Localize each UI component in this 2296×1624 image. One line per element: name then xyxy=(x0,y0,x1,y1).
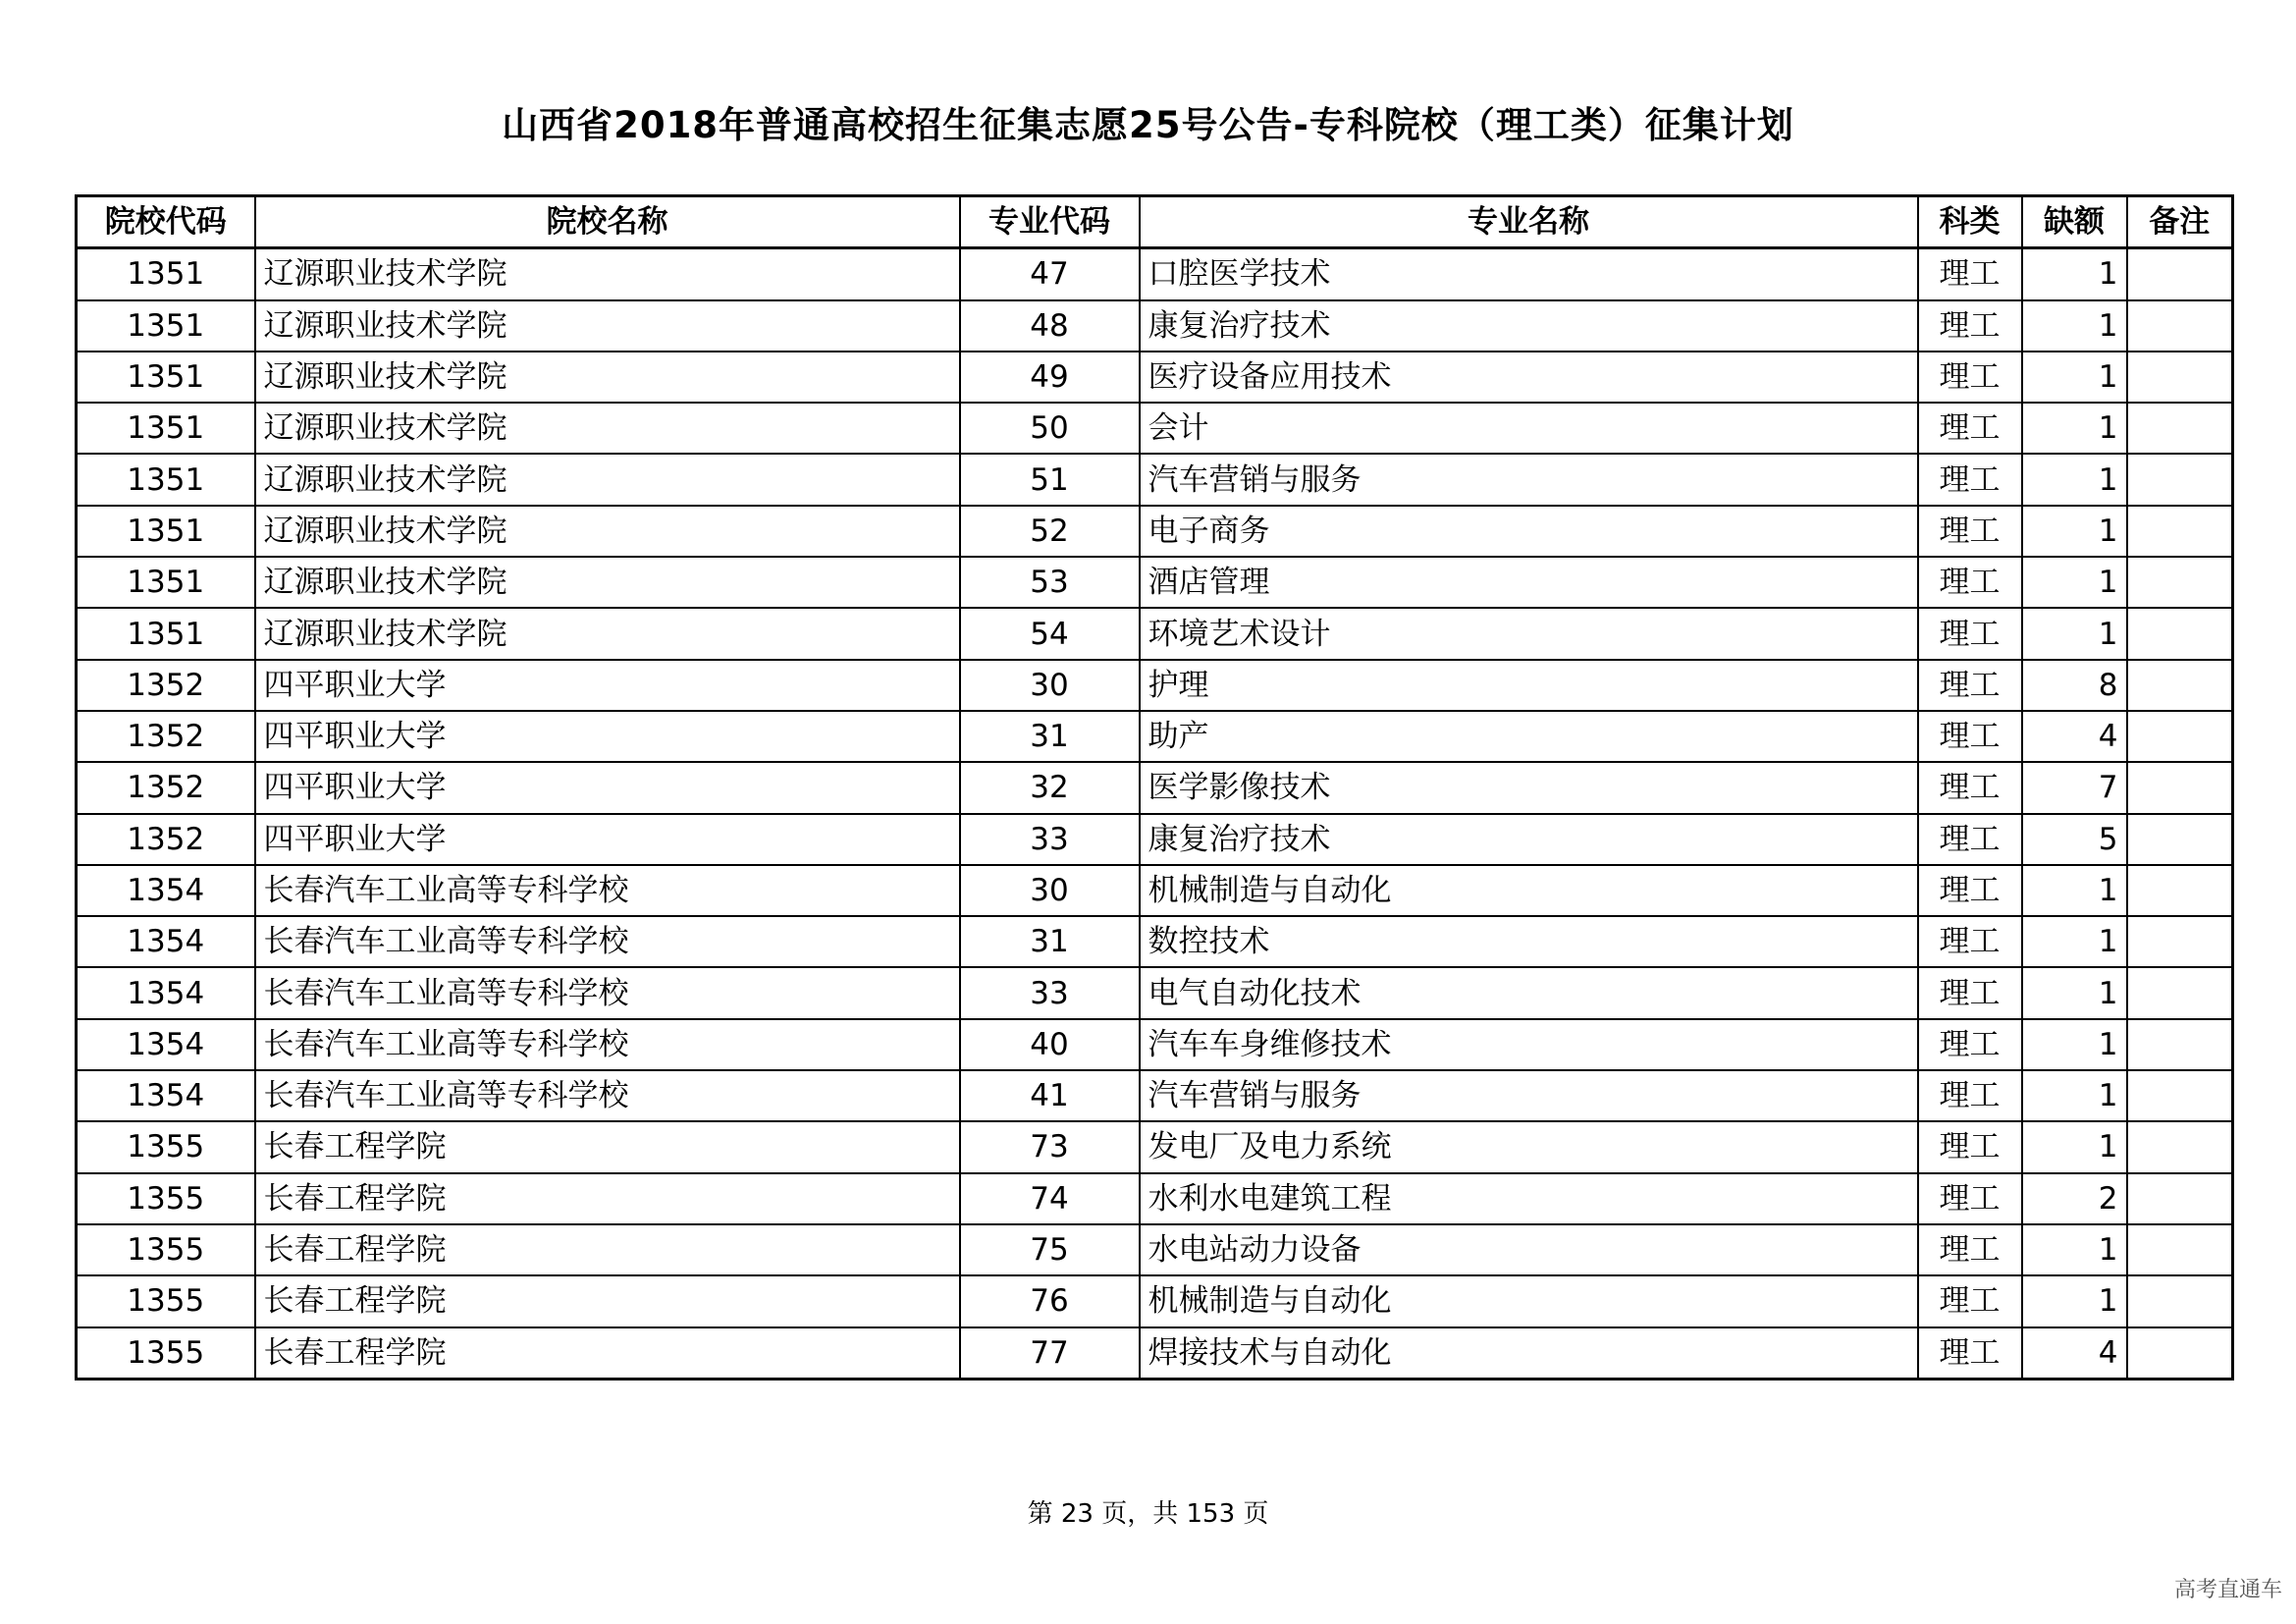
watermark-text: 高考直通车 xyxy=(2173,1578,2282,1602)
table-row xyxy=(77,762,2233,813)
vacancies-cell: 8 xyxy=(2022,660,2127,711)
remarks-cell xyxy=(2127,916,2233,967)
major-name-cell: 口腔医学技术 xyxy=(1140,248,1918,300)
table-header-row xyxy=(77,196,2233,248)
table-row xyxy=(77,865,2233,916)
school-name-cell: 长春工程学院 xyxy=(255,1327,960,1380)
major-code-cell: 74 xyxy=(960,1173,1140,1224)
column-header-category: 科类 xyxy=(1918,196,2022,248)
category-cell: 理工 xyxy=(1918,762,2022,813)
school-code-cell: 1351 xyxy=(77,248,255,300)
major-name-cell: 康复治疗技术 xyxy=(1140,300,1918,352)
school-code-cell: 1351 xyxy=(77,403,255,454)
remarks-cell xyxy=(2127,967,2233,1018)
school-code-cell: 1352 xyxy=(77,660,255,711)
remarks-cell xyxy=(2127,660,2233,711)
table-row xyxy=(77,454,2233,505)
major-name-cell: 助产 xyxy=(1140,711,1918,762)
major-code-cell: 48 xyxy=(960,300,1140,352)
school-name-cell: 长春汽车工业高等专科学校 xyxy=(255,967,960,1018)
major-name-cell: 环境艺术设计 xyxy=(1140,608,1918,659)
vacancies-cell: 1 xyxy=(2022,352,2127,403)
major-code-cell: 31 xyxy=(960,916,1140,967)
school-name-cell: 长春工程学院 xyxy=(255,1121,960,1172)
school-name-cell: 四平职业大学 xyxy=(255,762,960,813)
school-name-cell: 辽源职业技术学院 xyxy=(255,506,960,557)
major-code-cell: 52 xyxy=(960,506,1140,557)
school-code-cell: 1351 xyxy=(77,557,255,608)
table-row xyxy=(77,711,2233,762)
major-code-cell: 30 xyxy=(960,660,1140,711)
major-code-cell: 53 xyxy=(960,557,1140,608)
school-code-cell: 1351 xyxy=(77,608,255,659)
vacancies-cell: 1 xyxy=(2022,248,2127,300)
school-name-cell: 长春工程学院 xyxy=(255,1224,960,1275)
category-cell: 理工 xyxy=(1918,1121,2022,1172)
vacancies-cell: 7 xyxy=(2022,762,2127,813)
school-name-cell: 四平职业大学 xyxy=(255,660,960,711)
major-name-cell: 汽车营销与服务 xyxy=(1140,1070,1918,1121)
school-name-cell: 长春工程学院 xyxy=(255,1173,960,1224)
vacancies-cell: 1 xyxy=(2022,1275,2127,1326)
school-code-cell: 1354 xyxy=(77,967,255,1018)
major-code-cell: 51 xyxy=(960,454,1140,505)
page-title: 山西省2018年普通高校招生征集志愿25号公告-专科院校（理工类）征集计划 xyxy=(502,104,1794,146)
remarks-cell xyxy=(2127,814,2233,865)
major-code-cell: 76 xyxy=(960,1275,1140,1326)
vacancies-cell: 1 xyxy=(2022,1070,2127,1121)
major-code-cell: 30 xyxy=(960,865,1140,916)
vacancies-cell: 1 xyxy=(2022,865,2127,916)
table-row xyxy=(77,1224,2233,1275)
major-name-cell: 发电厂及电力系统 xyxy=(1140,1121,1918,1172)
vacancies-cell: 1 xyxy=(2022,967,2127,1018)
major-code-cell: 50 xyxy=(960,403,1140,454)
table-row xyxy=(77,1173,2233,1224)
column-header-vacancies: 缺额 xyxy=(2022,196,2127,248)
school-code-cell: 1355 xyxy=(77,1224,255,1275)
remarks-cell xyxy=(2127,248,2233,300)
school-code-cell: 1354 xyxy=(77,1070,255,1121)
vacancies-cell: 2 xyxy=(2022,1173,2127,1224)
vacancies-cell: 4 xyxy=(2022,711,2127,762)
school-name-cell: 辽源职业技术学院 xyxy=(255,403,960,454)
vacancies-cell: 1 xyxy=(2022,506,2127,557)
table-body xyxy=(77,248,2233,1380)
school-name-cell: 长春汽车工业高等专科学校 xyxy=(255,865,960,916)
remarks-cell xyxy=(2127,711,2233,762)
remarks-cell xyxy=(2127,1327,2233,1380)
school-code-cell: 1351 xyxy=(77,506,255,557)
vacancies-cell: 1 xyxy=(2022,403,2127,454)
table-row xyxy=(77,1327,2233,1380)
page-footer: 第 23 页，共 153 页 xyxy=(1027,1499,1269,1529)
school-name-cell: 辽源职业技术学院 xyxy=(255,608,960,659)
major-name-cell: 水电站动力设备 xyxy=(1140,1224,1918,1275)
school-code-cell: 1354 xyxy=(77,865,255,916)
category-cell: 理工 xyxy=(1918,916,2022,967)
school-code-cell: 1355 xyxy=(77,1121,255,1172)
school-code-cell: 1355 xyxy=(77,1173,255,1224)
table-row xyxy=(77,403,2233,454)
school-code-cell: 1354 xyxy=(77,916,255,967)
category-cell: 理工 xyxy=(1918,865,2022,916)
category-cell: 理工 xyxy=(1918,352,2022,403)
category-cell: 理工 xyxy=(1918,557,2022,608)
column-header-major-name: 专业名称 xyxy=(1140,196,1918,248)
remarks-cell xyxy=(2127,1173,2233,1224)
vacancies-cell: 1 xyxy=(2022,557,2127,608)
major-name-cell: 焊接技术与自动化 xyxy=(1140,1327,1918,1380)
major-code-cell: 54 xyxy=(960,608,1140,659)
major-name-cell: 电气自动化技术 xyxy=(1140,967,1918,1018)
major-code-cell: 73 xyxy=(960,1121,1140,1172)
table-row xyxy=(77,1070,2233,1121)
school-name-cell: 长春汽车工业高等专科学校 xyxy=(255,1019,960,1070)
school-code-cell: 1352 xyxy=(77,762,255,813)
remarks-cell xyxy=(2127,1070,2233,1121)
major-code-cell: 40 xyxy=(960,1019,1140,1070)
major-code-cell: 33 xyxy=(960,967,1140,1018)
table-row xyxy=(77,506,2233,557)
category-cell: 理工 xyxy=(1918,1019,2022,1070)
column-header-remarks: 备注 xyxy=(2127,196,2233,248)
remarks-cell xyxy=(2127,557,2233,608)
school-code-cell: 1351 xyxy=(77,352,255,403)
major-name-cell: 会计 xyxy=(1140,403,1918,454)
school-code-cell: 1351 xyxy=(77,454,255,505)
category-cell: 理工 xyxy=(1918,1070,2022,1121)
column-header-school-code: 院校代码 xyxy=(77,196,255,248)
category-cell: 理工 xyxy=(1918,711,2022,762)
major-name-cell: 护理 xyxy=(1140,660,1918,711)
table-row xyxy=(77,916,2233,967)
remarks-cell xyxy=(2127,300,2233,352)
table-row xyxy=(77,1121,2233,1172)
vacancies-cell: 4 xyxy=(2022,1327,2127,1380)
remarks-cell xyxy=(2127,403,2233,454)
table-row xyxy=(77,300,2233,352)
major-name-cell: 汽车车身维修技术 xyxy=(1140,1019,1918,1070)
school-name-cell: 长春汽车工业高等专科学校 xyxy=(255,916,960,967)
major-name-cell: 水利水电建筑工程 xyxy=(1140,1173,1918,1224)
vacancies-cell: 1 xyxy=(2022,608,2127,659)
category-cell: 理工 xyxy=(1918,1224,2022,1275)
table-row xyxy=(77,1019,2233,1070)
remarks-cell xyxy=(2127,762,2233,813)
column-header-school-name: 院校名称 xyxy=(255,196,960,248)
remarks-cell xyxy=(2127,608,2233,659)
vacancies-cell: 1 xyxy=(2022,1224,2127,1275)
school-name-cell: 长春汽车工业高等专科学校 xyxy=(255,1070,960,1121)
major-name-cell: 数控技术 xyxy=(1140,916,1918,967)
school-name-cell: 辽源职业技术学院 xyxy=(255,352,960,403)
remarks-cell xyxy=(2127,1275,2233,1326)
category-cell: 理工 xyxy=(1918,1173,2022,1224)
major-code-cell: 49 xyxy=(960,352,1140,403)
school-code-cell: 1355 xyxy=(77,1275,255,1326)
table-row xyxy=(77,814,2233,865)
table-row xyxy=(77,557,2233,608)
remarks-cell xyxy=(2127,352,2233,403)
remarks-cell xyxy=(2127,1019,2233,1070)
school-name-cell: 长春工程学院 xyxy=(255,1275,960,1326)
admission-plan-table xyxy=(75,194,2234,1380)
major-name-cell: 医疗设备应用技术 xyxy=(1140,352,1918,403)
school-name-cell: 辽源职业技术学院 xyxy=(255,248,960,300)
vacancies-cell: 1 xyxy=(2022,1019,2127,1070)
category-cell: 理工 xyxy=(1918,300,2022,352)
major-code-cell: 47 xyxy=(960,248,1140,300)
table-row xyxy=(77,608,2233,659)
school-code-cell: 1352 xyxy=(77,711,255,762)
major-code-cell: 41 xyxy=(960,1070,1140,1121)
table-row xyxy=(77,1275,2233,1326)
major-name-cell: 汽车营销与服务 xyxy=(1140,454,1918,505)
category-cell: 理工 xyxy=(1918,814,2022,865)
school-name-cell: 辽源职业技术学院 xyxy=(255,300,960,352)
category-cell: 理工 xyxy=(1918,967,2022,1018)
remarks-cell xyxy=(2127,1224,2233,1275)
major-name-cell: 机械制造与自动化 xyxy=(1140,865,1918,916)
school-code-cell: 1354 xyxy=(77,1019,255,1070)
category-cell: 理工 xyxy=(1918,1275,2022,1326)
category-cell: 理工 xyxy=(1918,248,2022,300)
major-code-cell: 32 xyxy=(960,762,1140,813)
vacancies-cell: 1 xyxy=(2022,916,2127,967)
major-name-cell: 酒店管理 xyxy=(1140,557,1918,608)
remarks-cell xyxy=(2127,1121,2233,1172)
category-cell: 理工 xyxy=(1918,608,2022,659)
category-cell: 理工 xyxy=(1918,1327,2022,1380)
major-name-cell: 医学影像技术 xyxy=(1140,762,1918,813)
school-name-cell: 四平职业大学 xyxy=(255,814,960,865)
major-code-cell: 33 xyxy=(960,814,1140,865)
table-row xyxy=(77,660,2233,711)
category-cell: 理工 xyxy=(1918,506,2022,557)
major-name-cell: 康复治疗技术 xyxy=(1140,814,1918,865)
school-code-cell: 1351 xyxy=(77,300,255,352)
category-cell: 理工 xyxy=(1918,454,2022,505)
column-header-major-code: 专业代码 xyxy=(960,196,1140,248)
table-row xyxy=(77,967,2233,1018)
major-name-cell: 机械制造与自动化 xyxy=(1140,1275,1918,1326)
category-cell: 理工 xyxy=(1918,403,2022,454)
school-name-cell: 辽源职业技术学院 xyxy=(255,454,960,505)
vacancies-cell: 1 xyxy=(2022,454,2127,505)
remarks-cell xyxy=(2127,454,2233,505)
school-name-cell: 辽源职业技术学院 xyxy=(255,557,960,608)
table-row xyxy=(77,248,2233,300)
remarks-cell xyxy=(2127,865,2233,916)
school-code-cell: 1355 xyxy=(77,1327,255,1380)
remarks-cell xyxy=(2127,506,2233,557)
major-code-cell: 31 xyxy=(960,711,1140,762)
vacancies-cell: 1 xyxy=(2022,1121,2127,1172)
school-name-cell: 四平职业大学 xyxy=(255,711,960,762)
major-code-cell: 77 xyxy=(960,1327,1140,1380)
school-code-cell: 1352 xyxy=(77,814,255,865)
category-cell: 理工 xyxy=(1918,660,2022,711)
major-code-cell: 75 xyxy=(960,1224,1140,1275)
vacancies-cell: 1 xyxy=(2022,300,2127,352)
table-row xyxy=(77,352,2233,403)
vacancies-cell: 5 xyxy=(2022,814,2127,865)
major-name-cell: 电子商务 xyxy=(1140,506,1918,557)
